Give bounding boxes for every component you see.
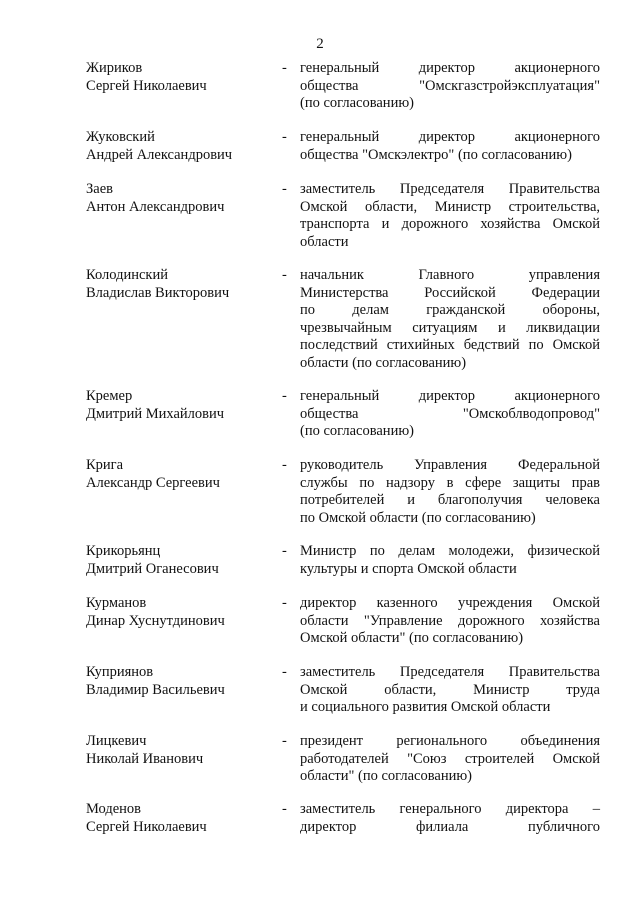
position-line: директор казенного учреждения Омской [300, 595, 600, 611]
position-line: директор филиала публичного [300, 818, 600, 835]
position-line: заместитель генерального директора – [300, 801, 600, 817]
member-position [300, 457, 600, 527]
separator-dash: - [282, 457, 287, 473]
position-line: руководитель Управления Федеральной [300, 457, 600, 473]
position-line: заместитель Председателя Правительства [300, 664, 600, 680]
member-position [300, 664, 600, 717]
member-given-names: Динар Хуснутдинович [86, 612, 225, 629]
member-position [300, 388, 600, 441]
position-line: области [300, 233, 349, 250]
position-line: Омской области, Министр труда [300, 681, 600, 698]
separator-dash: - [282, 801, 287, 817]
position-line: (по согласованию) [300, 95, 414, 111]
member-name [86, 181, 276, 216]
separator-dash: - [282, 129, 287, 145]
member-surname: Куприянов [86, 664, 154, 680]
member-surname: Моденов [86, 801, 142, 817]
member-position [300, 595, 600, 648]
position-line: чрезвычайным ситуациям и ликвидации [300, 319, 600, 336]
member-position [300, 267, 600, 372]
position-line: общества "Омскгазстройэксплуатация" [300, 77, 600, 94]
member-surname: Жуковский [86, 129, 155, 145]
position-line: области (по согласованию) [300, 354, 467, 371]
position-line: общества "Омскоблводопровод" [300, 405, 600, 422]
position-line: президент регионального объединения [300, 733, 600, 749]
member-name [86, 801, 276, 836]
separator-dash: - [282, 595, 287, 611]
member-given-names: Владимир Васильевич [86, 681, 225, 698]
member-surname: Жириков [86, 60, 143, 76]
member-surname: Кремер [86, 388, 133, 404]
member-given-names: Дмитрий Оганесович [86, 560, 219, 577]
member-surname: Колодинский [86, 267, 168, 283]
member-surname: Лицкевич [86, 733, 147, 749]
position-line: заместитель Председателя Правительства [300, 181, 600, 197]
member-given-names: Владислав Викторович [86, 284, 230, 301]
member-given-names: Дмитрий Михайлович [86, 405, 225, 422]
position-line: Министр по делам молодежи, физической [300, 543, 600, 559]
member-name [86, 129, 276, 164]
position-line: начальник Главного управления [300, 267, 600, 283]
member-given-names: Антон Александрович [86, 198, 225, 215]
separator-dash: - [282, 60, 287, 76]
member-given-names: Сергей Николаевич [86, 77, 207, 94]
position-line: по делам гражданской обороны, [300, 302, 600, 318]
position-line: области "Управление дорожного хозяйства [300, 612, 600, 629]
position-line: последствий стихийных бедствий по Омской [300, 337, 600, 353]
member-position [300, 801, 600, 836]
position-line: Министерства Российской Федерации [300, 284, 600, 301]
position-line: Омской области, Министр строительства, [300, 198, 600, 215]
member-name [86, 60, 276, 95]
position-line: культуры и спорта Омской области [300, 560, 517, 577]
position-line: Омской области" (по согласованию) [300, 630, 524, 646]
position-line: и социального развития Омской области [300, 699, 551, 715]
separator-dash: - [282, 733, 287, 749]
separator-dash: - [282, 664, 287, 680]
position-line: общества "Омскэлектро" (по согласованию) [300, 146, 572, 163]
member-surname: Курманов [86, 595, 147, 611]
page-number: 2 [316, 36, 324, 52]
member-name [86, 267, 276, 302]
member-name [86, 388, 276, 423]
member-name [86, 457, 276, 492]
position-line: по Омской области (по согласованию) [300, 509, 536, 526]
member-given-names: Александр Сергеевич [86, 474, 220, 491]
member-surname: Крикорьянц [86, 543, 161, 559]
position-line: генеральный директор акционерного [300, 60, 600, 76]
separator-dash: - [282, 181, 287, 197]
position-line: (по согласованию) [300, 423, 414, 439]
position-line: транспорта и дорожного хозяйства Омской [300, 216, 600, 232]
member-given-names: Андрей Александрович [86, 146, 233, 163]
position-line: службы по надзору в сфере защиты прав [300, 474, 600, 491]
position-line: генеральный директор акционерного [300, 129, 600, 145]
member-name [86, 664, 276, 699]
member-position [300, 60, 600, 113]
member-name [86, 733, 276, 768]
member-surname: Заев [86, 181, 113, 197]
member-name [86, 595, 276, 630]
member-given-names: Николай Иванович [86, 750, 204, 767]
position-line: потребителей и благополучия человека [300, 492, 600, 508]
separator-dash: - [282, 388, 287, 404]
member-position [300, 543, 600, 578]
member-name [86, 543, 276, 578]
member-position [300, 129, 600, 164]
separator-dash: - [282, 267, 287, 283]
position-line: области" (по согласованию) [300, 768, 473, 784]
member-position [300, 733, 600, 786]
member-surname: Крига [86, 457, 124, 473]
member-given-names: Сергей Николаевич [86, 818, 207, 835]
position-line: работодателей "Союз строителей Омской [300, 750, 600, 767]
member-position [300, 181, 600, 251]
position-line: генеральный директор акционерного [300, 388, 600, 404]
separator-dash: - [282, 543, 287, 559]
